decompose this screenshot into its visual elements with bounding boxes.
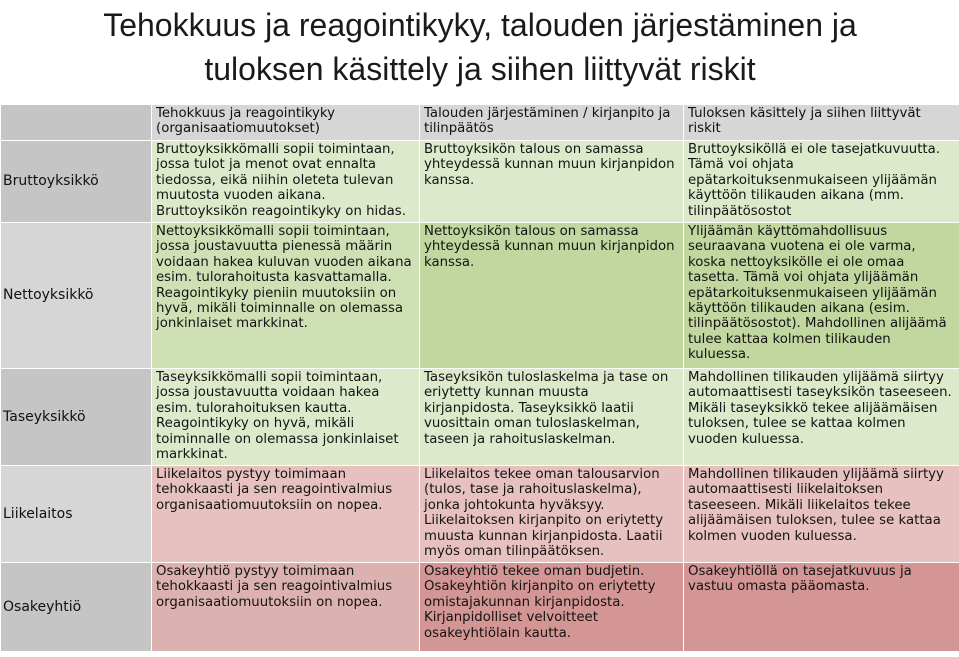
comparison-table — [0, 104, 959, 652]
table-row — [1, 466, 959, 563]
cell-netto-result: Ylijäämän käyttömahdollisuus seuraavana vuotena ei ole varma, koska nettoyksikölle ei ole omaa tasetta. Tämä voi ohjata ylijäämän epätarkoituksenmukaiseen ylijäämän käyttöön tilikauden aikana (esim. tilinpäätösostot). Mahdollinen alijäämä tulee kattaa kolmen tilikauden kuluessa. — [684, 223, 959, 369]
row-label-osakeyhtio: Osakeyhtiö — [1, 563, 152, 652]
header-efficiency: Tehokkuus ja reagointikyky (organisaatiomuutokset) — [152, 105, 420, 141]
cell-tase-accounting: Taseyksikön tuloslaskelma ja tase on eriytetty kunnan muusta kirjanpidosta. Taseyksikkö laatii vuosittain oman tuloslaskelman, taseen ja rahoituslaskelman. — [420, 369, 684, 466]
cell-osakeyhtio-result: Osakeyhtiöllä on tasejatkuvuus ja vastuu omasta pääomasta. — [684, 563, 959, 652]
cell-liikelaitos-accounting: Liikelaitos tekee oman talousarvion (tulos, tase ja rahoituslaskelma), jonka johtokunta hyväksyy. Liikelaitoksen kirjanpito on eriytetty muusta kunnan kirjanpidosta. Laatii myös oman tilinpäätöksen. — [420, 466, 684, 563]
row-label-nettoyksikko: Nettoyksikkö — [1, 223, 152, 369]
cell-tase-result: Mahdollinen tilikauden ylijäämä siirtyy automaattisesti taseyksikön taseeseen. Mikäli taseyksikkö tekee alijäämäisen tuloksen, tulee se kattaa kolmen vuoden kuluessa. — [684, 369, 959, 466]
cell-liikelaitos-result: Mahdollinen tilikauden ylijäämä siirtyy automaattisesti liikelaitoksen taseeseen. Mikäli liikelaitos tekee alijäämäisen tuloksen, tulee se kattaa kolmen vuoden kuluessa. — [684, 466, 959, 563]
cell-brutto-result: Bruttoyksiköllä ei ole tasejatkuvuutta. Tämä voi ohjata epätarkoituksenmukaiseen ylijäämän käyttöön tilikauden aikana (mm. tilinpäätösostot — [684, 141, 959, 223]
table-row — [1, 563, 959, 652]
table-row — [1, 369, 959, 466]
cell-netto-efficiency: Nettoyksikkömalli sopii toimintaan, jossa joustavuutta pienessä määrin voidaan hakea kuluvan vuoden aikana esim. tulorahoitusta kasvattamalla. Reagointikyky pieniin muutoksiin on hyvä, mikäli toiminnalle on olemassa jonkinlaiset markkinat. — [152, 223, 420, 369]
cell-osakeyhtio-accounting: Osakeyhtiö tekee oman budjetin. Osakeyhtiön kirjanpito on eriytetty omistajakunnan kirjanpidosta. Kirjanpidolliset velvoitteet osakeyhtiölain kautta. — [420, 563, 684, 652]
slide-title-line-1: Tehokkuus ja reagointikyky, talouden järjestäminen ja — [103, 7, 857, 43]
slide-title-line-2: tuloksen käsittely ja siihen liittyvät riskit — [204, 51, 756, 87]
cell-tase-efficiency: Taseyksikkömalli sopii toimintaan, jossa joustavuutta voidaan hakea esim. tulorahoituksen kautta. Reagointikyky on hyvä, mikäli toiminnalle on olemassa jonkinlaiset markkinat. — [152, 369, 420, 466]
header-accounting: Talouden järjestäminen / kirjanpito ja tilinpäätös — [420, 105, 684, 141]
row-label-liikelaitos: Liikelaitos — [1, 466, 152, 563]
cell-brutto-efficiency: Bruttoyksikkömalli sopii toimintaan, jossa tulot ja menot ovat ennalta tiedossa, eikä niihin oleteta tulevan muutosta vuoden aikana. Bruttoyksikön reagointikyky on hidas. — [152, 141, 420, 223]
row-label-taseyksikko: Taseyksikkö — [1, 369, 152, 466]
cell-brutto-accounting: Bruttoyksikön talous on samassa yhteydessä kunnan muun kirjanpidon kanssa. — [420, 141, 684, 223]
cell-osakeyhtio-efficiency: Osakeyhtiö pystyy toimimaan tehokkaasti ja sen reagointivalmius organisaatiomuutoksiin on nopea. — [152, 563, 420, 652]
header-empty-cell — [1, 105, 152, 141]
slide-title — [0, 0, 959, 104]
cell-netto-accounting: Nettoyksikön talous on samassa yhteydessä kunnan muun kirjanpidon kanssa. — [420, 223, 684, 369]
cell-liikelaitos-efficiency: Liikelaitos pystyy toimimaan tehokkaasti ja sen reagointivalmius organisaatiomuutoksiin on nopea. — [152, 466, 420, 563]
table-row — [1, 141, 959, 223]
header-result-risks: Tuloksen käsittely ja siihen liittyvät riskit — [684, 105, 959, 141]
table-row — [1, 223, 959, 369]
row-label-bruttoyksikko: Bruttoyksikkö — [1, 141, 152, 223]
table-header-row — [1, 105, 959, 141]
